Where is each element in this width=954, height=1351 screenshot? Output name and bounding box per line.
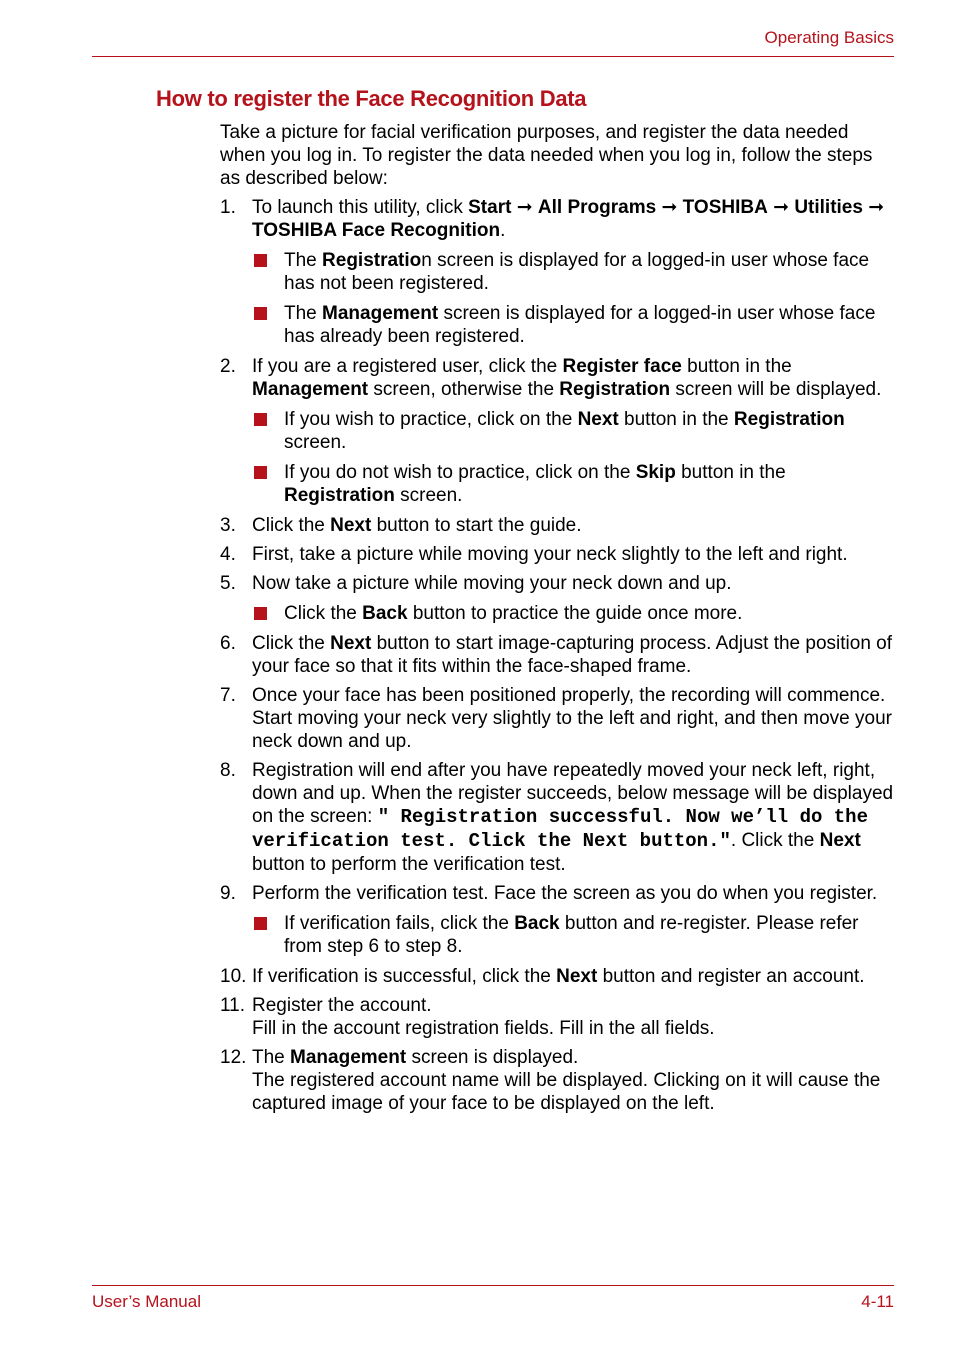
step-text: The Management screen is displayed. [252,1047,579,1068]
sub-item: If you wish to practice, click on the Next button in the Registration screen. [252,408,894,454]
steps-list [220,196,894,1115]
step-text: Now take a picture while moving your neck down and up. [252,573,732,594]
step-text: Register the account. [252,995,432,1016]
step-text: Registration will end after you have repeatedly moved your neck left, right, down and up. When the register succeeds, below message will be displayed on the screen: " Registration successful. Now we’ll do the verification test. Click the Next button.". Click the Next button to perform the verification test. [252,760,894,875]
message-code: " Registration successful. Now we’ll do the verification test. Click the Next button." [252,806,868,852]
bullet-square-icon [254,254,267,267]
step-item [220,994,894,1040]
step-item [220,882,894,958]
sub-item: If verification fails, click the Back button and re-register. Please refer from step 6 to step 8. [252,912,894,958]
sub-item: The Management screen is displayed for a logged-in user whose face has already been registered. [252,302,894,348]
section-heading: How to register the Face Recognition Data [156,86,587,111]
sub-item: Click the Back button to practice the guide once more. [252,602,894,625]
step-detail: Fill in the account registration fields. Fill in the all fields. [252,1018,715,1039]
sub-list [252,912,894,958]
step-text: Click the Next button to start image-capturing process. Adjust the position of your face so that it fits within the face-shaped frame. [252,633,893,677]
step-number: 8. [220,760,236,781]
step-item [220,684,894,753]
step-text: Once your face has been positioned properly, the recording will commence. Start moving your neck very slightly to the left and right, and then move your neck down and up. [252,685,892,752]
step-number: 9. [220,883,236,904]
step-detail: The registered account name will be displayed. Clicking on it will cause the captured image of your face to be displayed on the left. [252,1070,881,1114]
step-item [220,965,894,988]
step-item [220,632,894,678]
sub-list [252,602,894,625]
footer-manual-title: User’s Manual [92,1292,201,1311]
header-rule [92,56,894,57]
header-section-title: Operating Basics [764,28,894,47]
step-item [220,759,894,876]
bullet-square-icon [254,307,267,320]
sub-item: If you do not wish to practice, click on the Skip button in the Registration screen. [252,461,894,507]
bullet-square-icon [254,466,267,479]
step-item [220,543,894,566]
bullet-square-icon [254,917,267,930]
step-item [220,572,894,625]
step-number: 1. [220,197,236,218]
step-number: 5. [220,573,236,594]
step-text: First, take a picture while moving your neck slightly to the left and right. [252,544,848,565]
step-item [220,196,894,348]
step-number: 11. [220,995,246,1016]
sub-list [252,408,894,507]
sub-item: The Registration screen is displayed for a logged-in user whose face has not been registered. [252,249,894,295]
step-text: To launch this utility, click Start ➞ All Programs ➞ TOSHIBA ➞ Utilities ➞ TOSHIBA Face Recognition. [252,197,885,241]
step-text: If you are a registered user, click the Register face button in the Management screen, otherwise the Registration screen will be displayed. [252,356,882,400]
step-number: 4. [220,544,236,565]
step-number: 10. [220,966,247,987]
step-text: Perform the verification test. Face the screen as you do when you register. [252,883,878,904]
bullet-square-icon [254,413,267,426]
intro-paragraph: Take a picture for facial verification purposes, and register the data needed when you log in. To register the data needed when you log in, follow the steps as described below: [220,122,873,189]
step-item [220,514,894,537]
footer-rule [92,1285,894,1286]
step-item [220,1046,894,1115]
step-item [220,355,894,507]
content-body [220,121,894,1121]
sub-list [252,249,894,348]
step-number: 6. [220,633,236,654]
step-text: If verification is successful, click the Next button and register an account. [252,966,865,987]
page-number: 4-11 [861,1292,894,1311]
step-number: 3. [220,515,236,536]
step-number: 2. [220,356,236,377]
step-number: 7. [220,685,236,706]
step-text: Click the Next button to start the guide. [252,515,582,536]
step-number: 12. [220,1047,247,1068]
bullet-square-icon [254,607,267,620]
